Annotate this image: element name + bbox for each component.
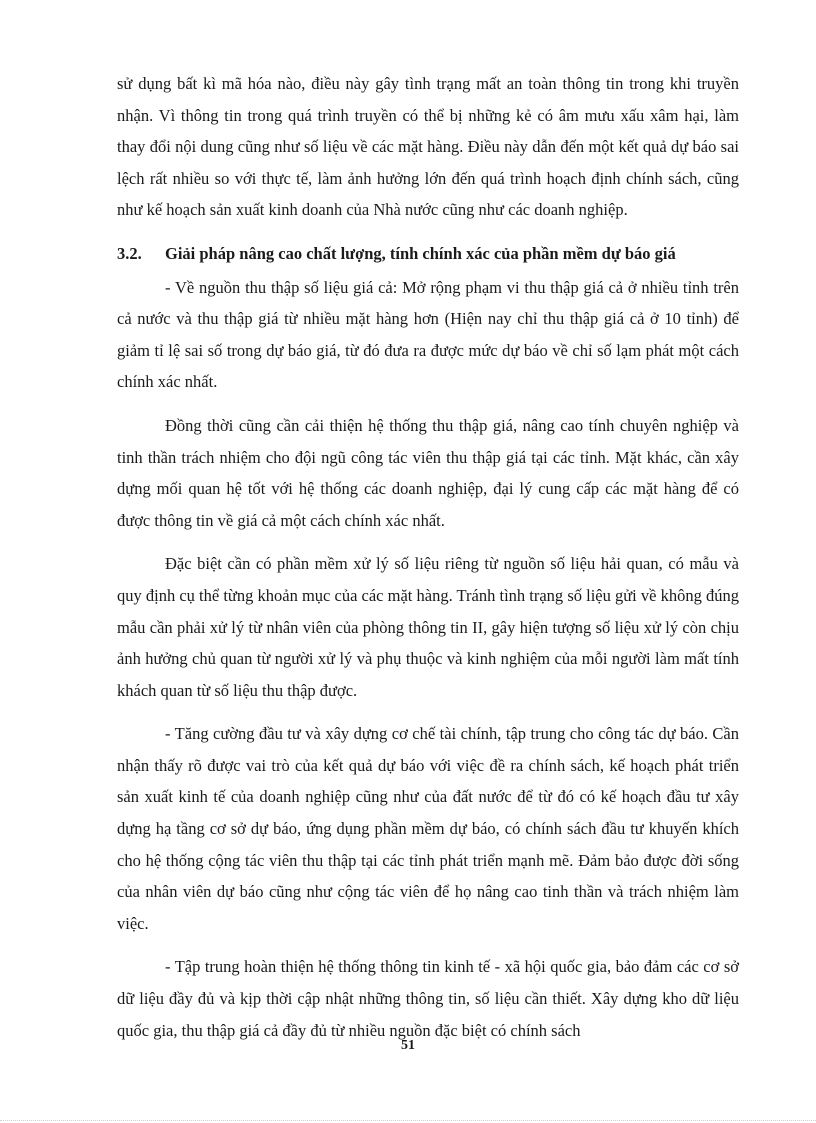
section-heading xyxy=(117,238,739,270)
paragraph-5: - Tăng cường đầu tư và xây dựng cơ chế tài chính, tập trung cho công tác dự báo. Cần nhận thấy rõ được vai trò của kết quả dự báo với việc đề ra chính sách, kế hoạch phát triển sản xuất kinh tế của doanh nghiệp cũng như của đất nước để từ đó có kế hoạch đầu tư xây dựng hạ tầng cơ sở dự báo, ứng dụng phần mềm dự báo, có chính sách đầu tư khuyến khích cho hệ thống cộng tác viên thu thập tại các tỉnh phát triển mạnh mẽ. Đảm bảo được đời sống của nhân viên dự báo cũng như cộng tác viên để họ nâng cao tinh thần và trách nhiệm làm việc. xyxy=(117,724,739,933)
page-number: 51 xyxy=(401,1038,415,1053)
section-number: 3.2. xyxy=(117,243,142,263)
section-title: Giải pháp nâng cao chất lượng, tính chính xác của phần mềm dự báo giá xyxy=(165,243,676,263)
page-content xyxy=(117,68,739,1046)
paragraph-4: Đặc biệt cần có phần mềm xử lý số liệu riêng từ nguồn số liệu hải quan, có mẫu và quy định cụ thể từng khoản mục của các mặt hàng. Tránh tình trạng số liệu gửi về không đúng mẫu cần phải xử lý từ nhân viên của phòng thông tin II, gây hiện tượng số liệu xử lý còn chịu ảnh hưởng chủ quan từ người xử lý và phụ thuộc và kinh nghiệm của mỗi người làm mất tính khách quan từ số liệu thu thập được. xyxy=(117,554,739,700)
paragraph-6: - Tập trung hoàn thiện hệ thống thông tin kinh tế - xã hội quốc gia, bảo đảm các cơ sở dữ liệu đầy đủ và kịp thời cập nhật những thông tin, số liệu cần thiết. Xây dựng kho dữ liệu quốc gia, thu thập giá cả đầy đủ từ nhiều nguồn đặc biệt có chính sách xyxy=(117,957,739,1040)
paragraph-2: - Về nguồn thu thập số liệu giá cả: Mở rộng phạm vi thu thập giá cả ở nhiều tỉnh trên cả nước và thu thập giá từ nhiều mặt hàng hơn (Hiện nay chỉ thu thập giá cả ở 10 tỉnh) để giảm tỉ lệ sai số trong dự báo giá, từ đó đưa ra được mức dự báo về chỉ số lạm phát một cách chính xác nhất. xyxy=(117,277,739,392)
page-bottom-divider xyxy=(0,1120,816,1121)
paragraph-1: sử dụng bất kì mã hóa nào, điều này gây tình trạng mất an toàn thông tin trong khi truyền nhận. Vì thông tin trong quá trình truyền có thể bị những kẻ có âm mưu xấu xâm hại, làm thay đổi nội dung cũng như số liệu về các mặt hàng. Điều này dẫn đến một kết quả dự báo sai lệch rất nhiều so với thực tế, làm ảnh hưởng lớn đến quá trình hoạch định chính sách, cũng như kế hoạch sản xuất kinh doanh của Nhà nước cũng như các doanh nghiệp. xyxy=(117,74,739,220)
paragraph-3: Đồng thời cũng cần cải thiện hệ thống thu thập giá, nâng cao tính chuyên nghiệp và tinh thần trách nhiệm cho đội ngũ công tác viên thu thập giá tại các tỉnh. Mặt khác, cần xây dựng mối quan hệ tốt với hệ thống các doanh nghiệp, đại lý cung cấp các mặt hàng để có được thông tin về giá cả một cách chính xác nhất. xyxy=(117,415,739,530)
